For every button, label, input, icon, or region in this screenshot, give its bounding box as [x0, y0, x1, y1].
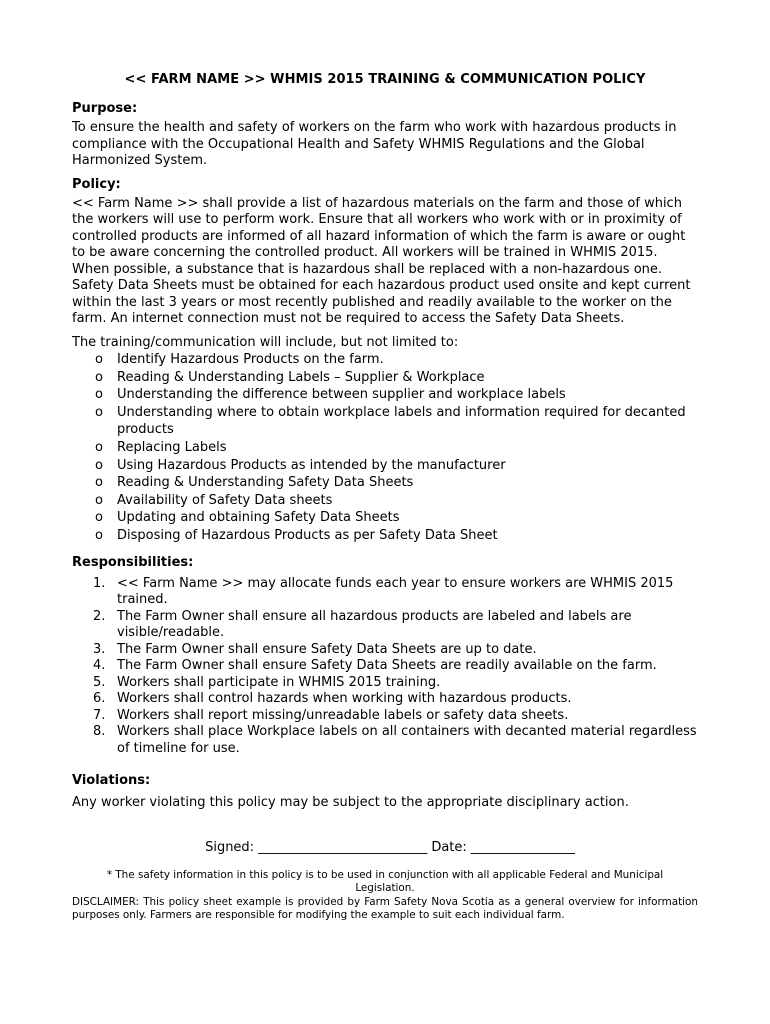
- list-item: 3. The Farm Owner shall ensure Safety Data Sheets are up to date.: [93, 641, 537, 657]
- legislation-note: * The safety information in this policy is to be used in conjunction with all applicable Federal and Municipal Legislation.: [106, 868, 664, 895]
- responsibilities-list: [72, 576, 698, 758]
- policy-heading: Policy:: [72, 176, 121, 192]
- policy-document: [72, 72, 698, 923]
- bullet-mark: o: [95, 510, 103, 526]
- responsibilities-heading: Responsibilities:: [72, 554, 194, 570]
- bullet-mark: o: [95, 387, 103, 403]
- document-title: << FARM NAME >> WHMIS 2015 TRAINING & COMMUNICATION POLICY: [124, 72, 646, 87]
- training-topics-list: [72, 351, 698, 545]
- list-item: o Availability of Safety Data sheets: [95, 492, 333, 508]
- footer: [72, 869, 698, 923]
- list-item: o Reading & Understanding Safety Data Sheets: [95, 475, 414, 491]
- list-item: o Reading & Understanding Labels – Supplier & Workplace: [95, 369, 485, 385]
- list-item: 1. << Farm Name >> may allocate funds each year to ensure workers are WHMIS 2015 trained.: [93, 575, 674, 608]
- bullet-mark: o: [95, 369, 103, 385]
- list-item: o Identify Hazardous Products on the farm.: [95, 352, 384, 367]
- signature-line: Signed: __________________________ Date: ________________: [205, 839, 575, 855]
- bullet-mark: o: [95, 475, 103, 491]
- list-item: o Understanding where to obtain workplace labels and information required for decanted products: [95, 404, 686, 438]
- list-item: 7. Workers shall report missing/unreadable labels or safety data sheets.: [93, 707, 569, 723]
- list-item: o Replacing Labels: [95, 439, 227, 455]
- bullet-mark: o: [95, 457, 103, 473]
- list-item: 6. Workers shall control hazards when working with hazardous products.: [93, 691, 572, 707]
- bullet-mark: o: [95, 352, 103, 367]
- purpose-heading: Purpose:: [72, 101, 138, 116]
- list-item: o Using Hazardous Products as intended by the manufacturer: [95, 457, 506, 473]
- bullet-mark: o: [95, 439, 103, 455]
- violations-heading: Violations:: [72, 773, 151, 789]
- list-item: o Updating and obtaining Safety Data Sheets: [95, 510, 400, 526]
- list-item: 8. Workers shall place Workplace labels on all containers with decanted material regardless of timeline for use.: [93, 724, 697, 756]
- purpose-text: To ensure the health and safety of workers on the farm who work with hazardous products in compliance with the Occupational Health and Safety WHMIS Regulations and the Global Harmonized System.: [72, 120, 677, 168]
- disclaimer: DISCLAIMER: This policy sheet example is provided by Farm Safety Nova Scotia as a general overview for information purposes only. Farmers are responsible for modifying the example to suit each individual farm.: [72, 895, 698, 922]
- bullet-mark: o: [95, 527, 103, 543]
- list-item: 5. Workers shall participate in WHMIS 2015 training.: [93, 674, 441, 690]
- list-item: o Understanding the difference between supplier and workplace labels: [95, 387, 566, 403]
- list-item: o Disposing of Hazardous Products as per Safety Data Sheet: [95, 527, 498, 543]
- list-item: 4. The Farm Owner shall ensure Safety Data Sheets are readily available on the farm.: [93, 658, 657, 674]
- violations-text: Any worker violating this policy may be subject to the appropriate disciplinary action.: [72, 795, 629, 811]
- bullet-mark: o: [95, 404, 103, 420]
- bullet-mark: o: [95, 492, 103, 508]
- list-item: 2. The Farm Owner shall ensure all hazardous products are labeled and labels are visible/readable.: [93, 608, 632, 641]
- policy-text: << Farm Name >> shall provide a list of hazardous materials on the farm and those of which the workers will use to perform work. Ensure that all workers who work with or in proximity of controlled products are informed of all hazard information of which the farm is aware or ought to be aware concerning the controlled product. All workers will be trained in WHMIS 2015. When possible, a substance that is hazardous shall be replaced with a non-hazardous one. Safety Data Sheets must be obtained for each hazardous product used onsite and kept current within the last 3 years or most recently published and readily available to the worker on the farm. An internet connection must not be required to access the Safety Data Sheets.: [72, 195, 691, 326]
- training-intro: The training/communication will include, but not limited to:: [72, 334, 459, 350]
